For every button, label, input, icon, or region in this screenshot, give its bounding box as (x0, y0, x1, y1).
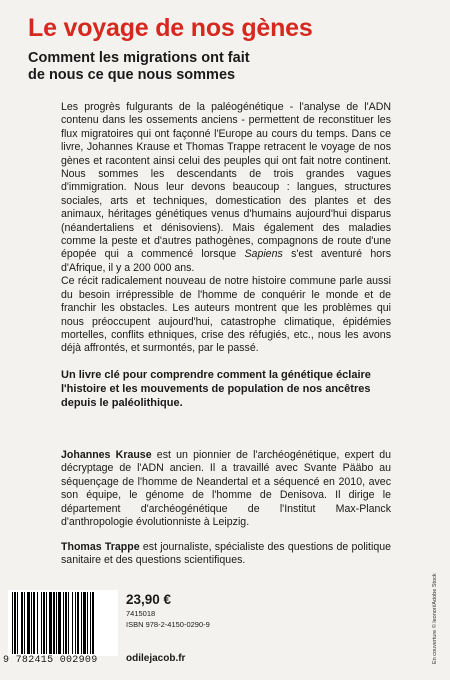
blurb-paragraph-1 (61, 101, 391, 275)
price: 23,90 € (126, 592, 172, 607)
key-statement: Un livre clé pour comprendre comment la génétique éclaire l'histoire et les mouvements de population de nos ancêtres depuis le paléolithique. (61, 369, 371, 409)
book-title: Le voyage de nos gènes (28, 14, 313, 42)
author-bio-krause (61, 449, 391, 529)
price-block (126, 592, 210, 630)
author-bio-trappe (61, 541, 391, 568)
publisher-website: odilejacob.fr (126, 653, 186, 664)
author-name-trappe: Thomas Trappe (61, 541, 140, 553)
isbn-barcode (8, 590, 118, 656)
author-bio-krause-text: est un pionnier de l'archéogénétique, expert du décryptage de l'ADN ancien. Il a travaillé avec Svante Pääbo au séquençage de l'homme de Neandertal et a séquencé en 2010, avec son équipe, le génome de l'homme de Denisova. Il dirige le département d'archéogénétique de l'Institut Max-Planck d'anthropologie évolutionniste à Leipzig. (61, 449, 391, 529)
cover-credit: En couverture © leonori/Adobe Stock (432, 573, 438, 664)
book-subtitle (28, 50, 328, 84)
blurb-paragraph-1-text: Les progrès fulgurants de la paléogénétique - l'analyse de l'ADN contenu dans les ossements anciens - permettent de reconstituer les flux migratoires qui ont façonné l'Europe au cours du temps. Dans ce livre, Johannes Krause et Thomas Trappe retracent le voyage de nos gènes et racontent ainsi celui des peuples qui ont fait notre continent. Nous sommes les descendants de trois grandes vagues d'immigration. Nous leur devons beaucoup : langues, structures sociales, arts et techniques, domestication des plantes et des animaux, héritages génétiques venus d'humains aujourd'hui disparus (néandertaliens et dénisoviens). Mais également des maladies comme la peste et d'autres pathogènes, compagnons de route d'une épopée qui a commencé lorsque (61, 101, 391, 261)
blurb-paragraph-1-end: s'est aventuré hors d'Afrique, il y a 200 000 ans. (61, 248, 391, 274)
blurb (61, 101, 391, 356)
author-bio-trappe-text: est journaliste, spécialiste des questions de politique sanitaire et des questions scientifiques. (61, 541, 391, 567)
blurb-paragraph-2: Ce récit radicalement nouveau de notre histoire commune parle aussi du besoin irrépressible de l'homme de conquérir le monde et de franchir les obstacles. Les auteurs montrent que les problèmes qui nous préoccupent aujourd'hui, catastrophe climatique, épidémies mortelles, conflits ethniques, crise des réfugiés, etc., nous les avons déjà affrontés, et surmontés, par le passé. (61, 275, 391, 355)
barcode-number: 9 782415 002909 (3, 655, 98, 666)
author-name-krause: Johannes Krause (61, 449, 152, 461)
subtitle-line-1: Comment les migrations ont fait (28, 50, 250, 66)
sapiens-word: Sapiens (244, 248, 283, 261)
product-code: 7415018 (126, 609, 156, 618)
subtitle-line-2: de nous ce que nous sommes (28, 67, 236, 83)
isbn: ISBN 978-2-4150-0290-9 (126, 620, 210, 629)
